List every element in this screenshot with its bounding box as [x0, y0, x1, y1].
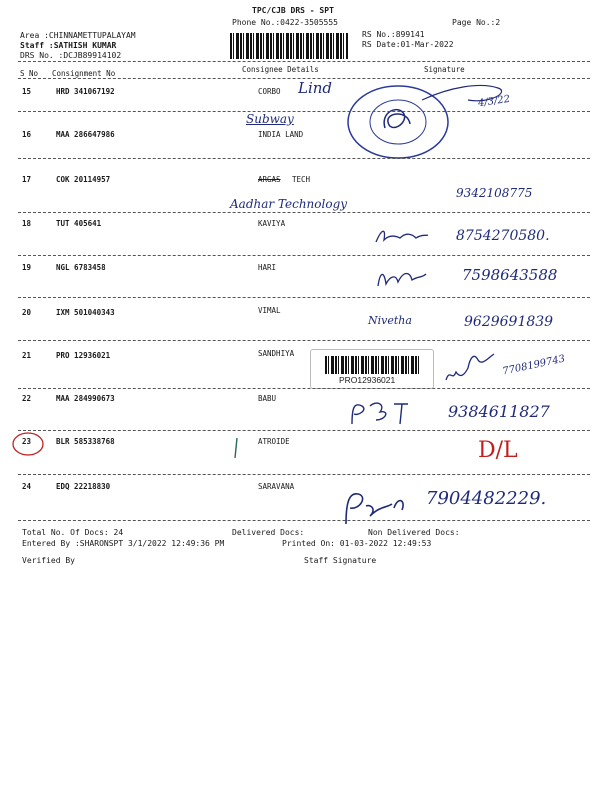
row-sno: 21	[22, 351, 32, 360]
row-sno: 24	[22, 482, 32, 491]
col-header-sno: S No	[20, 69, 39, 78]
staff-signature-label: Staff Signature	[304, 556, 377, 565]
row-consignment: MAA 286647986	[56, 130, 115, 139]
total-docs: Total No. Of Docs: 24	[22, 528, 124, 537]
col-header-consignment: Consignment No	[52, 69, 116, 78]
report-title: TPC/CJB DRS - SPT	[252, 6, 334, 15]
non-delivered-docs: Non Delivered Docs:	[368, 528, 460, 537]
row-sno: 19	[22, 263, 32, 272]
row-consignment: EDQ 22218830	[56, 482, 111, 491]
row-signature-scribble	[336, 486, 416, 528]
row-handwritten: 7598643588	[462, 266, 558, 284]
row-consignment: IXM 501040343	[56, 308, 115, 317]
entered-by: Entered By :SHARONSPT 3/1/2022 12:49:36 PM	[22, 539, 225, 548]
area: Area :CHINNAMETTUPALAYAM	[20, 31, 136, 40]
company-seal-stamp	[340, 82, 600, 162]
row-consignment: HRD 341067192	[56, 87, 115, 96]
row-handwritten: 8754270580.	[456, 228, 550, 244]
row-signature-scribble	[372, 226, 432, 248]
row-sno: 20	[22, 308, 32, 317]
row-handwritten: Lind	[298, 79, 333, 97]
row-sno: 16	[22, 130, 32, 139]
row-signature-scribble	[372, 266, 432, 292]
row-consignment: MAA 284990673	[56, 394, 115, 403]
row-note: 4/3/22	[477, 93, 511, 110]
row-consignment: TUT 405641	[56, 219, 102, 228]
rs-date: RS Date:01-Mar-2022	[362, 40, 454, 49]
row-consignment: COK 20114957	[56, 175, 111, 184]
row-note: 9629691839	[464, 314, 554, 330]
page-number: Page No.:2	[452, 18, 501, 27]
consignment-barcode	[325, 356, 421, 374]
row-consignee: CORBO	[258, 87, 281, 96]
consignment-barcode-label	[310, 349, 434, 389]
row-consignment: PRO 12936021	[56, 351, 111, 360]
row-consignee: TECH	[292, 175, 311, 184]
drs-number: DRS No. :DCJB89914102	[20, 51, 122, 60]
row-consignment: NGL 6783458	[56, 263, 106, 272]
staff-name: Staff :SATHISH KUMAR	[20, 41, 117, 50]
row-consignee: BABU	[258, 394, 277, 403]
rs-number: RS No.:899141	[362, 30, 425, 39]
row-sno: 15	[22, 87, 32, 96]
row-signature-scribble	[442, 348, 498, 388]
row-sno: 22	[22, 394, 32, 403]
delivered-docs: Delivered Docs:	[232, 528, 305, 537]
row-handwritten: 9384611827	[448, 402, 550, 421]
row-sno: 17	[22, 175, 32, 184]
phone-number: Phone No.:0422-3505555	[232, 18, 338, 27]
col-header-consignee: Consignee Details	[242, 65, 319, 74]
row-sno: 18	[22, 219, 32, 228]
row-consignment: BLR 585338768	[56, 437, 115, 446]
row-handwritten: 7904482229.	[426, 488, 547, 509]
row-consignee: KAVIYA	[258, 219, 286, 228]
col-header-signature: Signature	[424, 65, 465, 74]
row-consignee: VIMAL	[258, 306, 281, 315]
row-consignee: HARI	[258, 263, 277, 272]
drs-barcode	[230, 33, 348, 59]
verified-by: Verified By	[22, 556, 75, 565]
row-handwritten: D/L	[478, 438, 518, 463]
row-consignee: SANDHIYA	[258, 349, 295, 358]
pen-stroke-mark	[232, 436, 240, 460]
row-handwritten: Aadhar Technology	[230, 197, 348, 211]
row-consignee: ATROIDE	[258, 437, 290, 446]
row-note: 9342108775	[456, 186, 533, 200]
barcode-text: PRO12936021	[339, 375, 396, 385]
row-handwritten: Subway	[246, 112, 294, 126]
row-handwritten: 7708199743	[501, 353, 567, 378]
row-consignee: INDIA LAND	[258, 130, 304, 139]
printed-on: Printed On: 01-03-2022 12:49:53	[282, 539, 432, 548]
row-consignee: SARAVANA	[258, 482, 295, 491]
row-handwritten: Nivetha	[368, 314, 412, 327]
row-signature-scribble	[346, 398, 416, 428]
row-sno: 23	[22, 437, 32, 446]
row-consignee-struck: ARGAS	[258, 175, 281, 184]
